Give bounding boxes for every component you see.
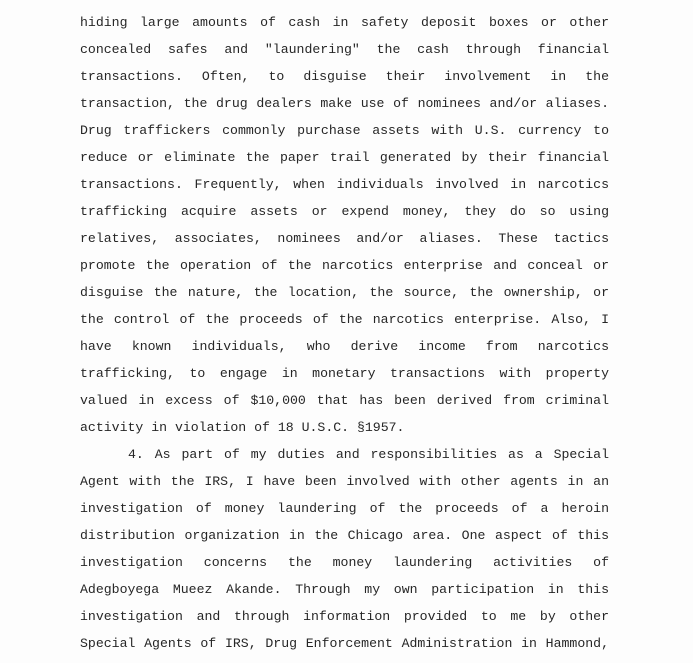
text-line: concealed safes and "laundering" the cash through financial	[80, 42, 609, 57]
text-line: investigation of money laundering of the proceeds of a heroin	[80, 501, 609, 516]
text-line: Agent with the IRS, I have been involved with other agents in an	[80, 474, 609, 489]
text-line: Drug traffickers commonly purchase assets with U.S. currency to	[80, 123, 609, 138]
text-line: trafficking acquire assets or expend money, they do so using	[80, 204, 609, 219]
text-line: have known individuals, who derive income from narcotics	[80, 339, 609, 354]
text-line: the control of the proceeds of the narcotics enterprise. Also, I	[80, 312, 609, 327]
text-line: reduce or eliminate the paper trail generated by their financial	[80, 150, 609, 165]
paragraph-4-first-line: 4. As part of my duties and responsibilities as a Special	[128, 447, 609, 462]
text-line: hiding large amounts of cash in safety deposit boxes or other	[80, 15, 609, 30]
text-line: distribution organization in the Chicago area. One aspect of this	[80, 528, 609, 543]
text-line: promote the operation of the narcotics enterprise and conceal or	[80, 258, 609, 273]
text-line: activity in violation of 18 U.S.C. §1957.	[80, 420, 405, 435]
text-line: trafficking, to engage in monetary transactions with property	[80, 366, 609, 381]
text-line: Adegboyega Mueez Akande. Through my own participation in this	[80, 582, 609, 597]
text-line: Special Agents of IRS, Drug Enforcement Administration in Hammond,	[80, 636, 609, 651]
text-line: transactions. Frequently, when individuals involved in narcotics	[80, 177, 609, 192]
text-line: investigation and through information provided to me by other	[80, 609, 609, 624]
text-line: relatives, associates, nominees and/or aliases. These tactics	[80, 231, 609, 246]
text-line: valued in excess of $10,000 that has been derived from criminal	[80, 393, 609, 408]
text-line: investigation concerns the money laundering activities of	[80, 555, 609, 570]
text-line: transactions. Often, to disguise their involvement in the	[80, 69, 609, 84]
text-line: transaction, the drug dealers make use of nominees and/or aliases.	[80, 96, 609, 111]
text-line: disguise the nature, the location, the source, the ownership, or	[80, 285, 609, 300]
